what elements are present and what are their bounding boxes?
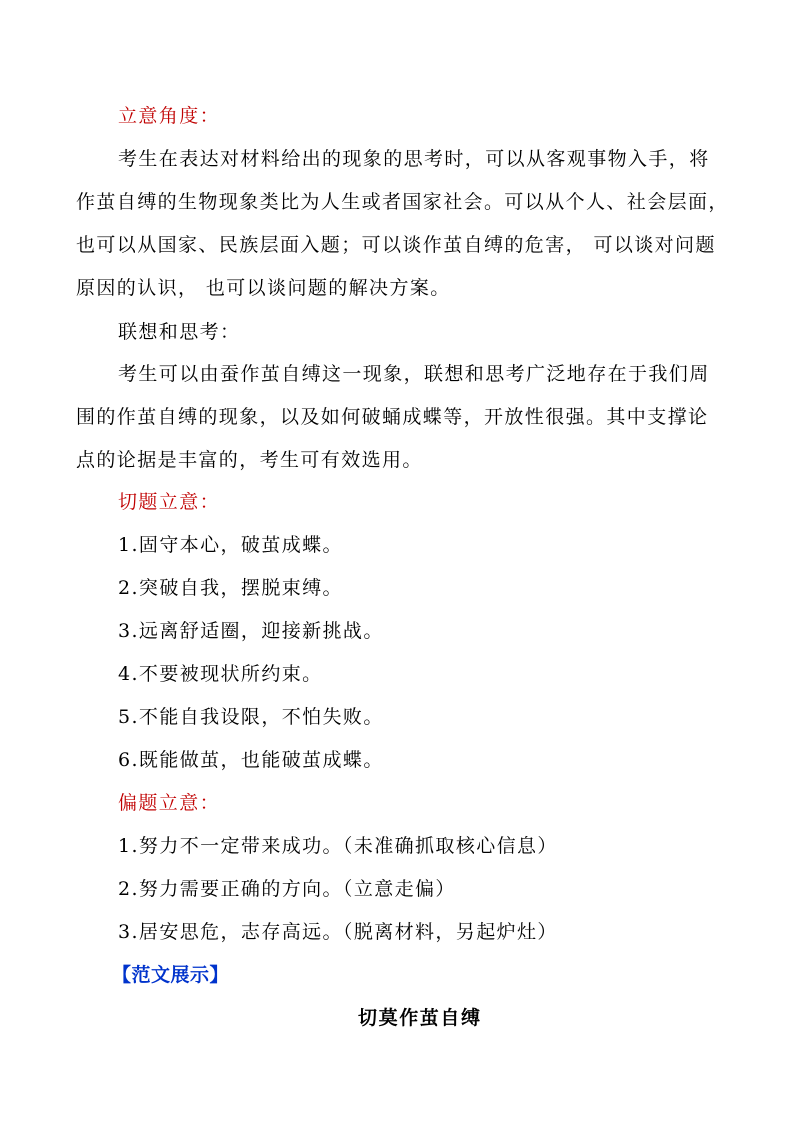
paragraph-line: 原因的认识， 也可以谈问题的解决方案。 bbox=[76, 277, 451, 299]
paragraph-line: 点的论据是丰富的，考生可有效选用。 bbox=[76, 449, 423, 471]
paragraph-line: 围的作茧自缚的现象，以及如何破蛹成蝶等，开放性很强。其中支撑论 bbox=[76, 406, 709, 428]
sample-essay-label: 【范文展示】 bbox=[112, 964, 230, 986]
heading-qieti-liyi: 切题立意： bbox=[118, 491, 221, 513]
list-item: 1.固守本心，破茧成蝶。 bbox=[118, 534, 343, 556]
paragraph-line: 考生在表达对材料给出的现象的思考时，可以从客观事物入手，将 bbox=[118, 148, 710, 170]
list-item: 1.努力不一定带来成功。（未准确抓取核心信息） bbox=[118, 835, 558, 857]
list-item: 3.远离舒适圈，迎接新挑战。 bbox=[118, 620, 384, 642]
list-item: 2.努力需要正确的方向。（立意走偏） bbox=[118, 878, 456, 900]
list-item: 6.既能做茧，也能破茧成蝶。 bbox=[118, 749, 384, 771]
paragraph-line: 考生可以由蚕作茧自缚这一现象，联想和思考广泛地存在于我们周 bbox=[118, 363, 710, 385]
heading-lianxiang-sikao: 联想和思考： bbox=[118, 321, 241, 343]
heading-pianti-liyi: 偏题立意： bbox=[118, 792, 221, 814]
list-item: 3.居安思危，志存高远。（脱离材料，另起炉灶） bbox=[118, 921, 558, 943]
heading-liyi-jiaodu: 立意角度： bbox=[118, 105, 221, 127]
paragraph-line: 也可以从国家、民族层面入题；可以谈作茧自缚的危害， 可以谈对问题 bbox=[76, 234, 716, 256]
paragraph-line: 作茧自缚的生物现象类比为人生或者国家社会。可以从个人、社会层面， bbox=[76, 191, 729, 213]
list-item: 2.突破自我，摆脱束缚。 bbox=[118, 577, 343, 599]
list-item: 4.不要被现状所约束。 bbox=[118, 663, 323, 685]
list-item: 5.不能自我设限，不怕失败。 bbox=[118, 706, 384, 728]
essay-title: 切莫作茧自缚 bbox=[358, 1007, 482, 1029]
